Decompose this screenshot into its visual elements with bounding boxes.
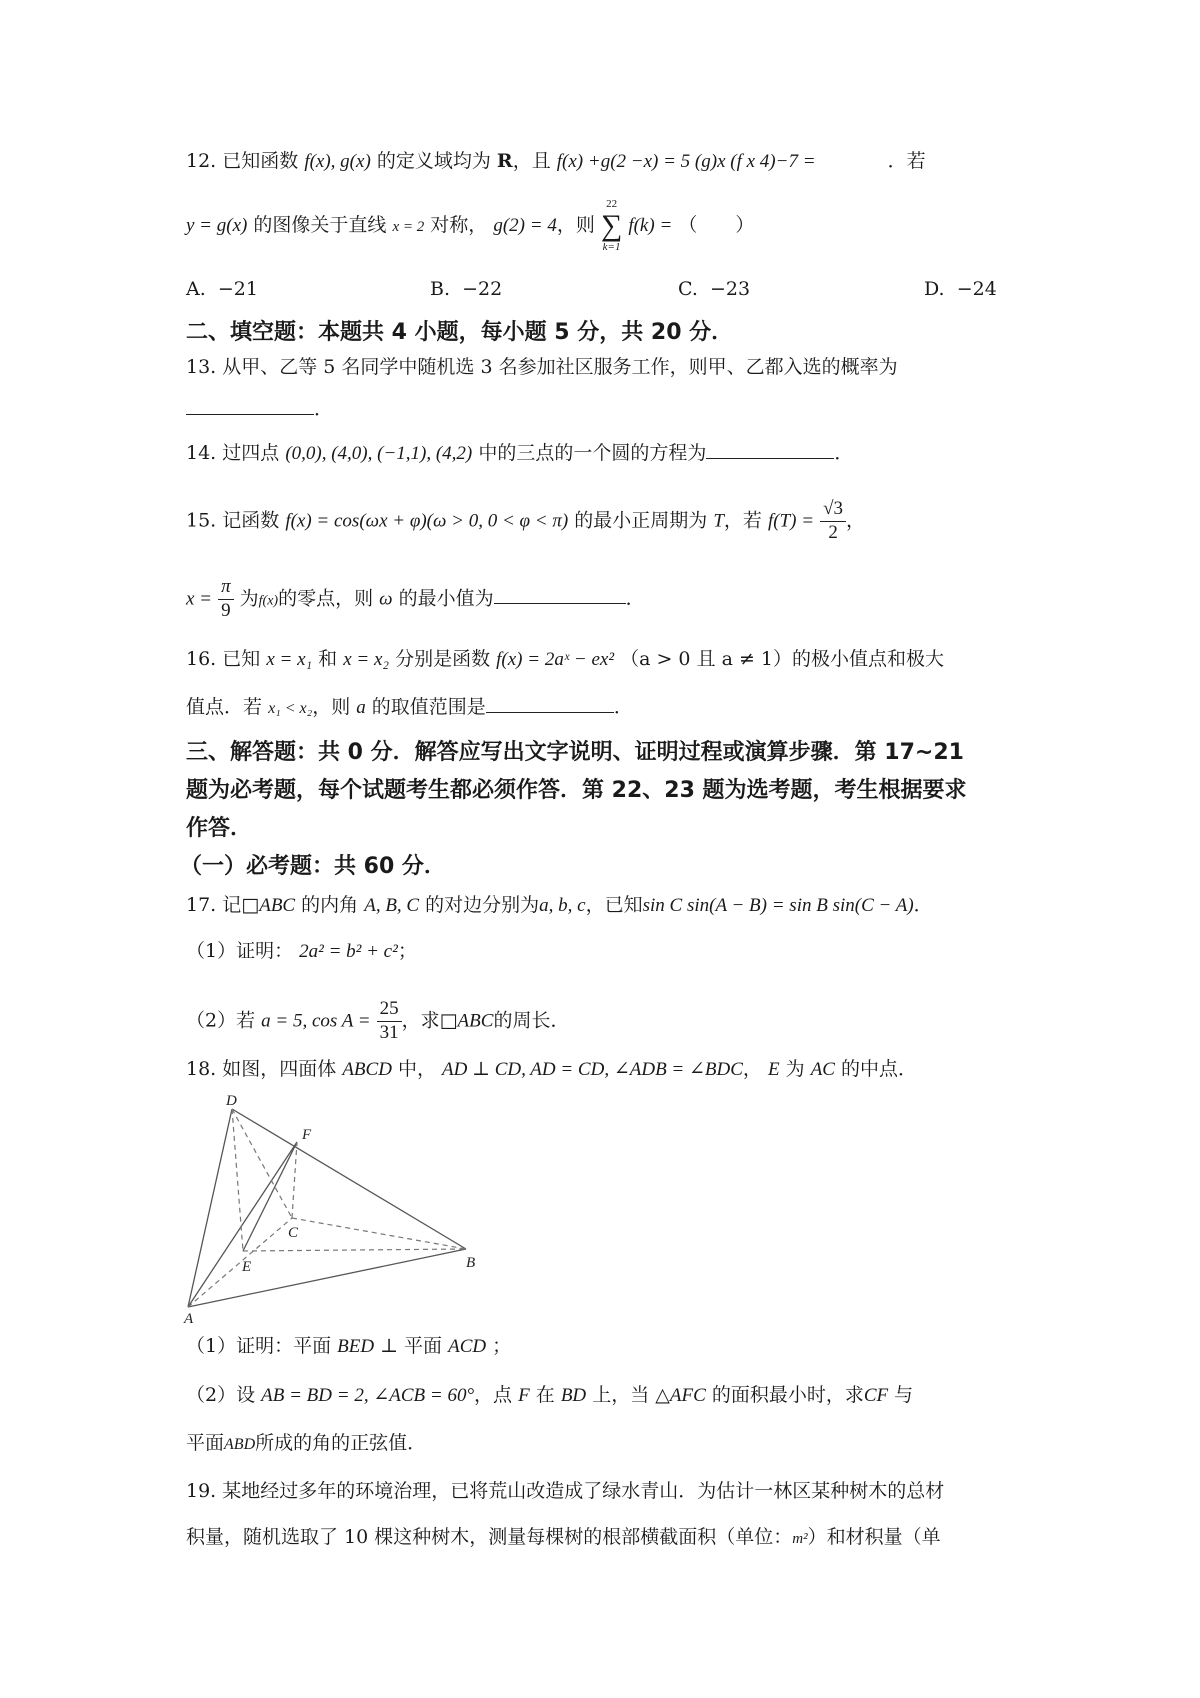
- q17-fraction: $\frac{25}{31}$: [377, 998, 402, 1045]
- q16-line2: 值点．若 x₁ < x₂，则 a 的取值范围是 ．: [186, 696, 633, 718]
- label-c: C: [288, 1225, 299, 1241]
- edge-da: [188, 1109, 232, 1307]
- q15-period: T: [713, 510, 724, 532]
- q13-text: 13. 从甲、乙等 5 名同学中随机选 3 名参加社区服务工作，则甲、乙都入选的概率为: [186, 356, 898, 378]
- q15-fT: f(T) =: [767, 510, 815, 532]
- sum-sigma: ∑: [600, 209, 623, 243]
- label-e: E: [242, 1259, 252, 1275]
- q12-option-d: D. −24: [924, 278, 997, 300]
- segment-af: [188, 1142, 297, 1307]
- q18-part2-line2: 平面ABD所成的角的正弦值．: [186, 1432, 427, 1454]
- section3-sub: （一）必考题：共 60 分．: [180, 854, 446, 879]
- segment-cf: [292, 1142, 297, 1218]
- label-d: D: [226, 1095, 237, 1109]
- q12-paren: （ ）: [678, 214, 755, 237]
- q16-function: f(x) = 2aˣ − ex²: [496, 649, 615, 670]
- sum-lower-limit: k=1: [602, 241, 621, 254]
- q12-text: 12. 已知函数: [186, 150, 299, 172]
- q12-text: ，则: [556, 214, 595, 237]
- q18-part2-condition: AB = BD = 2, ∠ACB = 60°: [261, 1385, 475, 1406]
- q12-line-x2: x = 2: [392, 219, 425, 236]
- q12-text: 的图像关于直线: [253, 214, 387, 237]
- q12-option-c: C. −23: [678, 278, 751, 300]
- segment-de: [232, 1109, 243, 1251]
- q12-summation: [601, 198, 622, 254]
- q15-function: f(x) = cos(ωx + φ)(ω > 0, 0 < φ < π): [285, 510, 569, 532]
- q19-line1: 19. 某地经过多年的环境治理，已将荒山改造成了绿水青山．为估计一林区某种树木的总材: [186, 1480, 945, 1502]
- section3-line2: 题为必考题，每个试题考生都必须作答．第 22、23 题为选考题，考生根据要求: [186, 778, 967, 803]
- q12-fk: f(k) =: [628, 215, 673, 237]
- q13-answer-line: ．: [186, 398, 333, 421]
- q12-g2: g(2) = 4: [493, 215, 557, 237]
- q13-blank: [186, 413, 314, 415]
- triangle-box-icon: □: [241, 894, 260, 916]
- q16-line1: 16. 已知 x = x₁ 和 x = x₂ 分别是函数 f(x) = 2aˣ − ex² （a > 0 且 a ≠ 1）的极小值点和极大: [186, 648, 945, 670]
- section2-title: 二、填空题：本题共 4 小题，每小题 5 分，共 20 分．: [186, 320, 734, 345]
- label-a: A: [184, 1311, 194, 1325]
- section3-line1: 三、解答题：共 0 分．解答应写出文字说明、证明过程或演算步骤．第 17~21: [186, 740, 964, 765]
- q12-gx: y = g(x): [186, 215, 248, 237]
- q16-blank: [486, 711, 614, 713]
- q12-option-a: A. −21: [186, 278, 258, 300]
- q17-part2: （2）若 a = 5, cos A = $\frac{25}{31}$ ，求□ABC的周长．: [186, 998, 570, 1043]
- q12-functions: f(x), g(x): [304, 151, 371, 172]
- section3-line3: 作答．: [186, 816, 253, 841]
- q15-pi-over-9: $\frac{\pi}{9}$: [218, 576, 234, 623]
- triangle-box-icon: □: [439, 1009, 458, 1032]
- q17-identity: 2a² = b² + c²: [299, 941, 398, 962]
- tetrahedron-figure: [170, 1095, 490, 1325]
- q12-text: 的定义域均为: [376, 150, 491, 172]
- q12-text: ．若: [887, 150, 926, 172]
- q15-fraction: $\frac{√3}{2}$: [820, 498, 846, 545]
- q14-points: (0,0), (4,0), (−1,1), (4,2): [285, 443, 473, 464]
- q12-text: 对称，: [430, 214, 488, 237]
- q14-line: 14. 过四点 (0,0), (4,0), (−1,1), (4,2) 中的三点的一个圆的方程为 ．: [186, 442, 854, 464]
- q18-part2-line1: （2）设 AB = BD = 2, ∠ACB = 60°，点 F 在 BD 上，当 △AFC 的面积最小时，求CF 与: [186, 1384, 914, 1406]
- q18-condition: AD ⊥ CD, AD = CD, ∠ADB = ∠BDC: [442, 1059, 743, 1080]
- q15-line1: 15. 记函数 f(x) = cos(ωx + φ)(ω > 0, 0 < φ < π) 的最小正周期为 T，若 f(T) = $\frac{√3}{2}$ ，: [186, 498, 866, 543]
- q17-line: 17. 记□ABC 的内角 A, B, C 的对边分别为a, b, c，已知sin C sin(A − B) = sin B sin(C − A)．: [186, 894, 933, 916]
- sum-upper-limit: 22: [606, 198, 618, 210]
- label-b: B: [466, 1255, 476, 1271]
- q15-line2: x = $\frac{\pi}{9}$ 为f(x)的零点，则 ω 的最小值为 ．: [186, 576, 645, 621]
- q12-option-b: B. −22: [430, 278, 503, 300]
- q12-line2: [186, 198, 754, 254]
- q15-blank: [494, 602, 626, 604]
- q12-real-set: R: [496, 150, 513, 172]
- q14-blank: [706, 457, 834, 459]
- segment-eb: [243, 1249, 466, 1251]
- q17-equation: sin C sin(A − B) = sin B sin(C − A): [642, 895, 914, 916]
- q12-condition: f(x) +g(2 −x) = 5 (g)x (f x 4)−7 =: [556, 151, 816, 172]
- q12-line1: [186, 150, 926, 174]
- q12-text: ，且: [512, 150, 551, 172]
- edge-ac: [188, 1218, 292, 1307]
- q18-line: 18. 如图，四面体 ABCD 中， AD ⊥ CD, AD = CD, ∠ADB = ∠BDC， E 为 AC 的中点．: [186, 1058, 918, 1080]
- label-f: F: [302, 1127, 312, 1143]
- q19-line2: 积量，随机选取了 10 棵这种树木，测量每棵树的根部横截面积（单位：m²）和材积量（单: [186, 1526, 941, 1548]
- q17-part1: （1）证明： 2a² = b² + c²；: [186, 940, 417, 962]
- edge-ab: [188, 1249, 466, 1307]
- q18-part1: （1）证明：平面 BED ⊥ 平面 ACD ；: [186, 1335, 512, 1357]
- q15-x: x =: [186, 588, 213, 610]
